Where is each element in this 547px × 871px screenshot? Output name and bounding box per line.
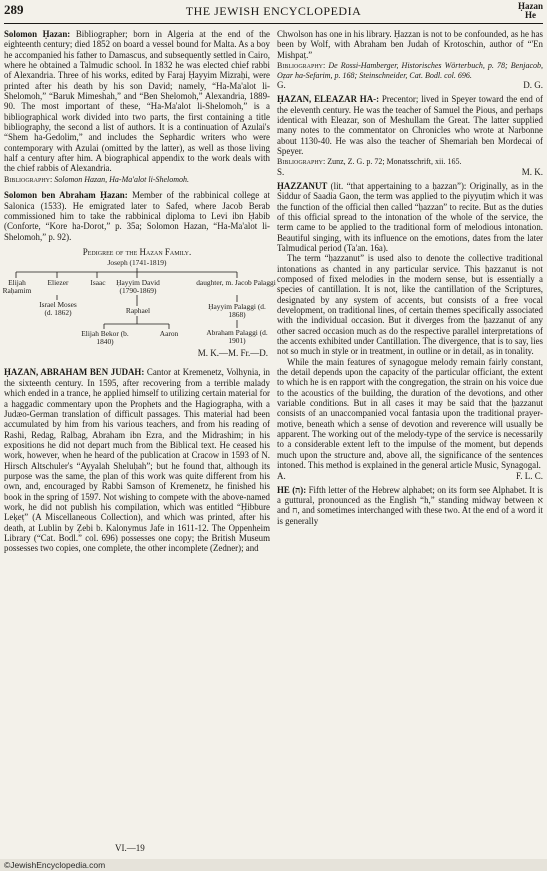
- person-isaac: Isaac: [90, 278, 106, 288]
- headword: ḤAZAN, ABRAHAM BEN JUDAH:: [4, 367, 145, 378]
- article-solomon-ben-abraham: [4, 190, 270, 242]
- footer-copyright: ©JewishEncyclopedia.com: [0, 859, 547, 871]
- signature-right: D. G.: [523, 80, 543, 91]
- article-text: Fifth letter of the Hebrew alphabet; on its form see Alphabet. It is a guttural, pronounced as the English “h,” standing midway between א and ח, and sometimes interchanged with these two. At the end of a word it is generally: [277, 484, 543, 526]
- pedigree-title: Pedigree of the Hazan Family.: [82, 247, 192, 258]
- bibliography-text: De Rossi-Hamberger, Historisches Wörterbuch, p. 78; Benjacob, Oẓar ha-Sefarim, p. 168; Steinschneider, Cat. Bodl. col. 696.: [277, 61, 543, 80]
- article-text: (lit. “that appertaining to a ḥazzan”): Originally, as in the Siddur of Saadia Gaon, the term was applied to the piyyuṭim which it was the function of the official then called “ḥazzan” to recite. But as the duties of this official spread to the intonation of the whole of the service, the term came to be applied to the traditional form of melodious intonation. Beautiful singing, with its influence on the emotions, dates from the later Talmudical period (Ta'an. 16a).: [277, 180, 543, 253]
- right-column: [277, 29, 543, 526]
- article-text: Cantor at Kremenetz, Volhynia, in the sixteenth century. In 1595, after recovering from a terrible malady which ended in a trance, he applied himself to utilizing certain material for a haggadic commentary upon the Prophets and the Hagiographa, with a Judæo-German translation of difficult passages. This material had been accumulated by him from his various teachers, and from his reading of Rashi, Redag, Ralbag, Abraham ibn Ezra, and the Midrashim; in his expositions he did not depart much from the Biblical text. He ceased his work, however, when he heard of the publication at Cracow in 1593 of N. Hirsch Altschuler's “Ayyalah Sheluḥah”; but he found that, although its purpose was the same, the plan of this work was quite different from his own, and, encouraged by Rabbi Samson of Kremenetz, he finished his book in the spring of 1597. Not wishing to compete with the above-named work, he did not publish his compilation, which was entitled “Ḥibbure Leḳeṭ” (A Miscellaneous Collection), and which was printed, after his death, at Lublin by Ẓebi b. Kalonymus Jafe in 1611-12. The Oppenheim Library (“Cat. Bodl.” col. 696) possesses one copy; the British Museum possesses two copies, one complete, the other incomplete (Zedner); and: [4, 367, 270, 554]
- signature: M. K.—M. Fr.—D.: [197, 348, 268, 359]
- signature-right: F. L. C.: [515, 470, 543, 481]
- article-text: Bibliographer; born in Algeria at the end of the eighteenth century; died 1852 on board a vessel bound for Malta. As a boy he accompanied his father to Damascus, and subsequently settled in Cairo, where he obtained a Talmudic school. In 1832 he was elected chief rabbi of Alexandria. Three of his works, edited by Faraj Ḥayyim Mizraḥi, were printed after his death by his son David; namely, “Ha-Ma'alot li-Shelomoh,” “Baruk Mimeshah,” and “Ben Shelomoh,” Alexandria, 1889-90. The most important of these, “Ha-Ma'alot li-Shelomoh,” is a bibliographical work divided into two parts, the first containing a title bibliography, the second a list of authors. It is a continuation of Azulai's “Shem ha-Gedolim,” and includes the Sephardic writers who were contemporary with Azulai (omitted by the latter), as well as those living half a century after him. A biographical appendix to the work deals with the chief rabbis of Alexandria.: [4, 29, 271, 174]
- running-title: THE JEWISH ENCYCLOPEDIA: [185, 4, 362, 18]
- person-hayyim-david: Ḥayyim David (1790-1869): [116, 278, 160, 296]
- article-hazzanut: [277, 181, 543, 253]
- left-column: [2, 29, 276, 554]
- header-rule: [4, 23, 543, 24]
- article-eleazar-ha-hazan: [277, 94, 543, 156]
- signature-line: [277, 471, 543, 482]
- volume-signature: VI.—19: [115, 843, 145, 853]
- person-elijah-rahamim: Elijah Raḥamim: [2, 278, 32, 296]
- signature-left: A.: [277, 470, 286, 481]
- pedigree-tree: [2, 257, 276, 425]
- signature-line: [277, 167, 543, 178]
- bibliography-label: Bibliography:: [277, 61, 326, 71]
- bibliography: [277, 157, 543, 167]
- person-hayyim-palaggi: Ḥayyim Palaggi (d. 1868): [208, 302, 266, 320]
- bibliography-text: Solomon Hazan, Ha-Ma'alot li-Shelomoh.: [52, 174, 190, 184]
- article-paragraph: While the main features of synagogue melody remain fairly constant, the detail depends upon the capacity of the particular officiant, the extent to which he is en rapport with the congregation, the strain on his voice due to the acoustics of the building, the duration of the devotions, and other variable conditions. But in all cases it may be said that the ḥazzanut consists of an unaccompanied vocal fantasia upon the traditional prayer-motive, beneath which a sense of devotion and reverence will usually be apparent. The working out of the melody-type of the service is necessarily to a considerable extent left to the impulse of the moment, but depends much upon the structure and, above all, the significance of the sentences intoned. This method is explained in the general article Music, Synagogal.: [277, 356, 543, 471]
- page-number: 289: [4, 2, 24, 17]
- article-paragraph: The term “ḥazzanut” is used also to denote the collective traditional intonations as chanted in any particular service. This ḥazzanut is not composed of fixed melodies in the modern sense, but is essentially a species of cantillation. It is not, like the cantillation of the Scriptures, designated by any system of accents, but consists of a free vocal development, on traditional lines, of certain themes specifically associated with the individual occasion. But it diverges from the ḥazzanut of any other sacred occasion much as do the respective parallel interpretations of the accents exhibited under Cantillation. The divergence, that is to say, lies not so much in style or in treatment, in outline or in detail, as in tonality.: [277, 253, 543, 357]
- person-israel-moses: Israel Moses (d. 1862): [39, 300, 77, 318]
- article-continuation: Chwolson has one in his library. Ḥazzan is not to be confounded, as he has been by Wolf, with Abraham ben Judah of Krotoschin, author of “'En Mishpaṭ.”: [277, 29, 543, 60]
- headword: ḤAZAN, ELEAZAR HA-:: [277, 94, 380, 105]
- guide-word-top: Ḥazan: [517, 1, 543, 11]
- bibliography: [4, 175, 270, 185]
- headword: Solomon ben Abraham Ḥazan:: [4, 190, 128, 201]
- signature-left: S.: [277, 166, 285, 177]
- article-he: [277, 485, 543, 526]
- person-elijah-bekor: Elijah Bekor (b. 1840): [81, 329, 129, 347]
- signature-left: G.: [277, 80, 286, 91]
- person-eliezer: Eliezer: [47, 278, 69, 288]
- bibliography-text: Zunz, Z. G. p. 72; Monatsschrift, xii. 165.: [325, 157, 462, 167]
- bibliography-label: Bibliography:: [4, 174, 53, 184]
- person-abraham-palaggi: Abraham Palaggi (d. 1901): [206, 328, 268, 346]
- person-daughter-palaggi: daughter, m. Jacob Palaggi: [196, 278, 276, 288]
- bibliography: [277, 61, 543, 80]
- article-solomon-hazan: [4, 29, 270, 174]
- bibliography-label: Bibliography:: [277, 157, 326, 167]
- headword: HE (ה):: [277, 484, 307, 495]
- guide-word-bottom: He: [524, 10, 536, 20]
- signature-right: M. K.: [521, 166, 543, 177]
- running-guide: [518, 2, 543, 20]
- person-raphael: Raphael: [125, 306, 151, 316]
- article-text: Member of the rabbinical college at Salonica (1533). He emigrated later to Safed, where Jacob Berab commissioned him to take the rabbinical diploma to Levi ibn Ḥabib (Conforte, “Kore ha-Dorot,” p. 35a; Solomon Hazan, “Ha-Ma'alot li-Shelomoh,” p. 92).: [4, 190, 270, 242]
- article-text: Precentor; lived in Speyer toward the end of the eleventh century. He was the teacher of Samuel the Pious, and perhaps identical with Eleazar, son of Meshullam the Great. The latter supplied many notes to the commentator on Chronicles who wrote at Narbonne about 1130-40. He was also the teacher of Shemariah ben Mordecai of Speyer.: [277, 94, 543, 156]
- headword: Solomon Ḥazan:: [4, 29, 71, 39]
- person-joseph: Joseph (1741-1819): [107, 258, 167, 268]
- person-aaron: Aaron: [159, 329, 179, 339]
- headword: ḤAZZANUT: [277, 180, 328, 191]
- signature-line: [277, 80, 543, 91]
